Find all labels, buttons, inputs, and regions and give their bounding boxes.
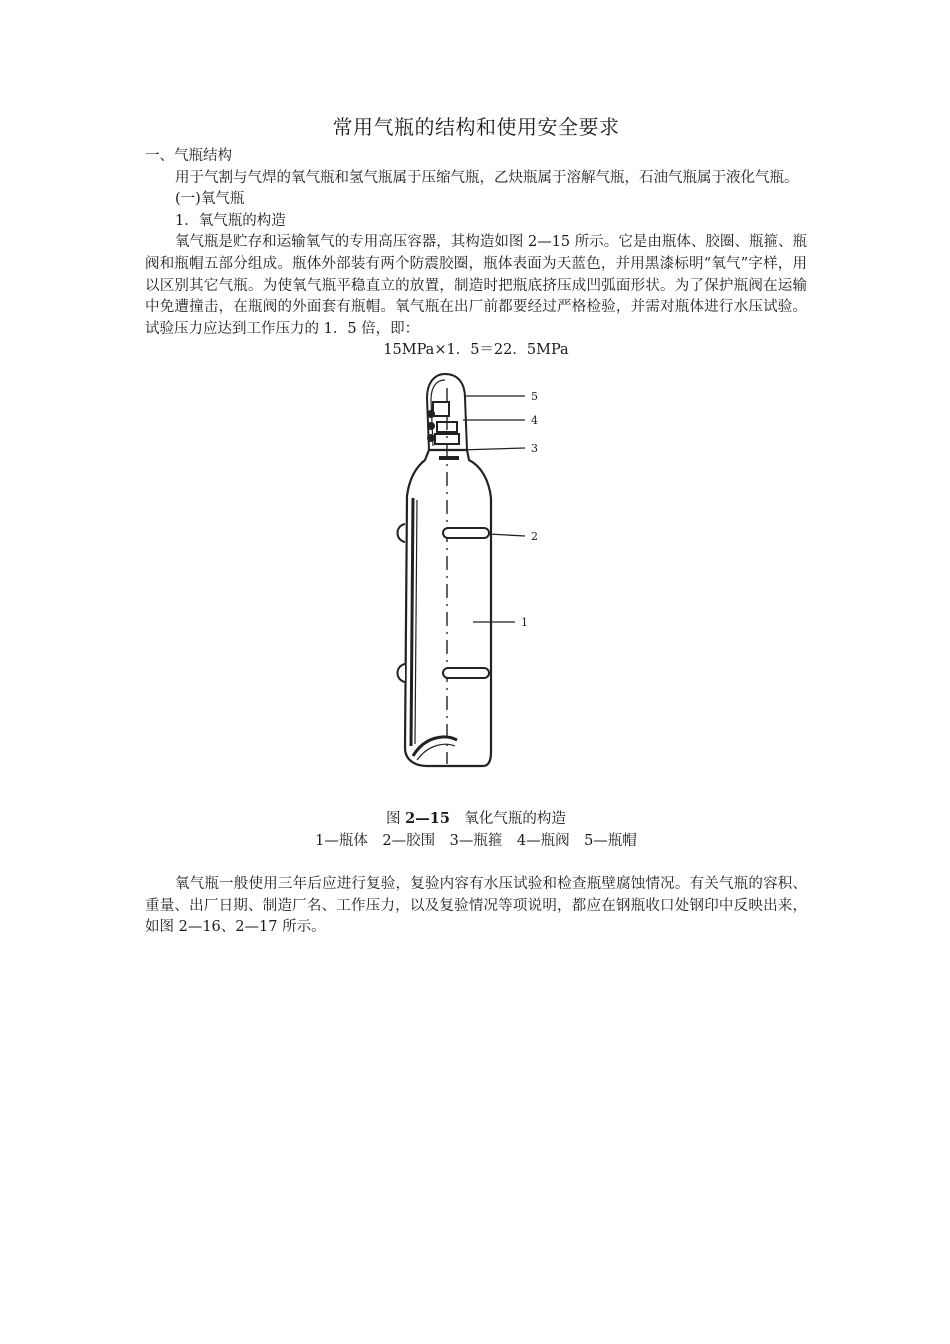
label-2: 2	[531, 529, 538, 543]
pressure-formula: 15MPa×1．5＝22．5MPa	[383, 342, 569, 359]
document-title: 常用气瓶的结构和使用安全要求	[332, 115, 620, 139]
caption-title: 氧化气瓶的构造	[449, 810, 566, 827]
cylinder-cap	[427, 374, 467, 450]
cylinder-body	[405, 450, 491, 766]
section-heading: 一、气瓶结构	[145, 148, 232, 164]
construction-paragraph: 氧气瓶是贮存和运输氧气的专用高压容器，其构造如图 2—15 所示。它是由瓶体、胶圈、瓶箍、瓶阀和瓶帽五部分组成。瓶体外部装有两个防震胶圈，瓶体表面为天蓝色，并用黑漆标明“氧气”字样，用以区别其它气瓶。为使氧气瓶平稳直立的放置，制造时把瓶底挤压成凹弧面形状。为了保护瓶阀在运输中免遭撞击，在瓶阀的外面套有瓶帽。氧气瓶在出厂前都要经过严格检验，并需对瓶体进行水压试验。试验压力应达到工作压力的 1．5 倍，即：	[145, 234, 807, 337]
document-page	[145, 112, 807, 939]
subsection-heading: (一)氧气瓶	[175, 191, 245, 208]
part-labels	[521, 390, 538, 629]
intro-paragraph: 用于气割与气焊的氧气瓶和氢气瓶属于压缩气瓶，乙炔瓶属于溶解气瓶，石油气瓶属于液化气瓶。	[175, 169, 799, 186]
figure-caption	[145, 808, 807, 831]
label-1: 1	[521, 615, 528, 629]
caption-number: 2—15	[405, 809, 450, 827]
label-4: 4	[531, 413, 538, 427]
caption-prefix: 图	[386, 810, 406, 827]
subsubsection-heading: 1．氧气瓶的构造	[175, 212, 286, 229]
oxygen-cylinder-diagram	[385, 368, 565, 778]
figure-legend: 1—瓶体 2—胶围 3—瓶箍 4—瓶阀 5—瓶帽	[315, 832, 637, 849]
label-5: 5	[531, 389, 538, 403]
reinspection-paragraph: 氧气瓶一般使用三年后应进行复验，复验内容有水压试验和检查瓶壁腐蚀情况。有关气瓶的容积、重量、出厂日期、制造厂名、工作压力，以及复验情况等项说明，都应在钢瓶收口处钢印中反映出来，如图 2—16、2—17 所示。	[145, 876, 807, 936]
oxygen-cylinder-figure	[145, 368, 807, 808]
spacer	[145, 852, 807, 874]
label-3: 3	[531, 441, 538, 455]
